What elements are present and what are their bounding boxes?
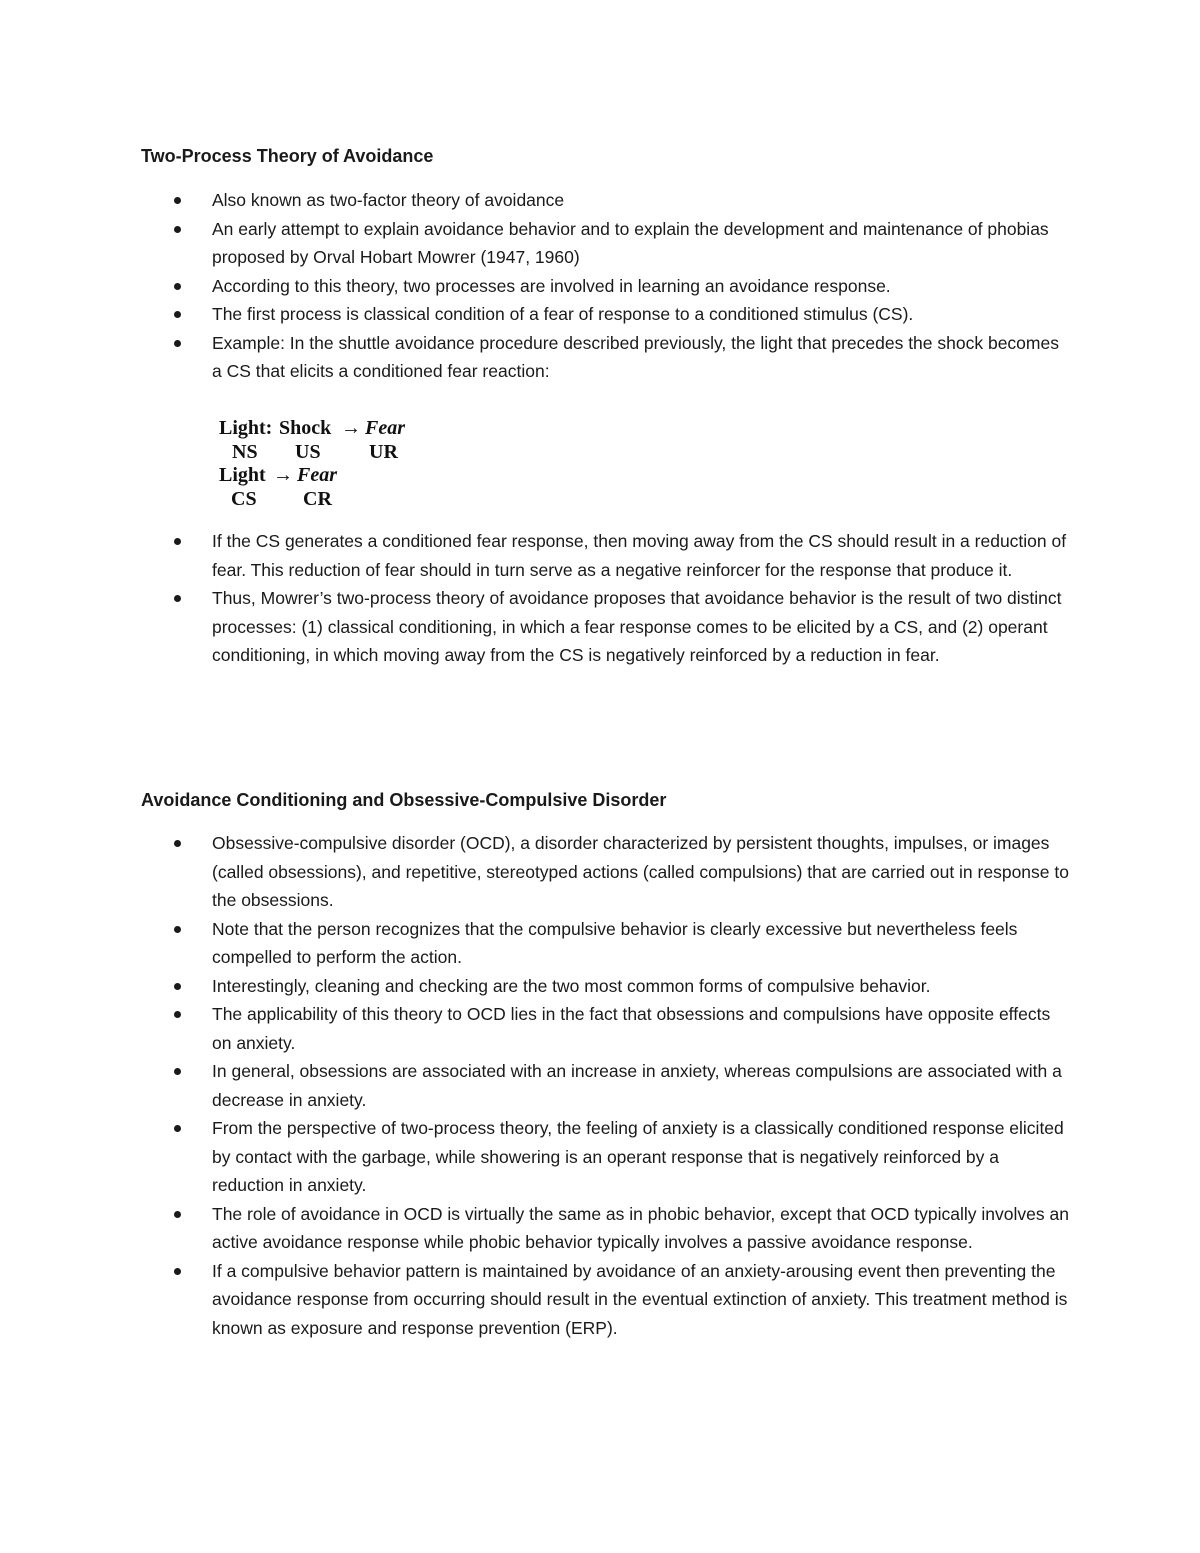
- list-item-text: According to this theory, two processes are involved in learning an avoidance response.: [212, 275, 891, 296]
- bullet-icon: [174, 226, 181, 233]
- bullet-icon: [174, 283, 181, 290]
- list-item: [171, 329, 1071, 386]
- list-item-text: Interestingly, cleaning and checking are the two most common forms of compulsive behavior.: [212, 975, 931, 996]
- diagram-us-label: US: [295, 441, 321, 463]
- list-item-text: The role of avoidance in OCD is virtually the same as in phobic behavior, except that OCD typically involves an active avoidance response while phobic behavior typically involves a passive avoidance response.: [212, 1203, 1069, 1252]
- bullet-icon: [174, 1068, 181, 1075]
- list-item: [171, 272, 1071, 301]
- list-item-text: Obsessive-compulsive disorder (OCD), a disorder characterized by persistent thoughts, impulses, or images (called obsessions), and repetitive, stereotyped actions (called compulsions) that are carried out in response to the obsessions.: [212, 833, 1069, 910]
- bullet-icon: [174, 840, 181, 847]
- list-item-text: Also known as two-factor theory of avoidance: [212, 190, 565, 210]
- list-item: [171, 915, 1071, 972]
- bullet-icon: [174, 197, 181, 204]
- section-heading-two-process-theory: Two-Process Theory of Avoidance: [141, 146, 434, 166]
- bullet-icon: [174, 983, 181, 990]
- bullet-icon: [174, 311, 181, 318]
- diagram-cs-label: CS: [231, 488, 257, 510]
- list-item: [171, 1257, 1071, 1343]
- list-item-text: An early attempt to explain avoidance behavior and to explain the development and maintenance of phobias proposed by Orval Hobart Mowrer (1947, 1960): [212, 218, 1049, 267]
- bullet-icon: [174, 1125, 181, 1132]
- diagram-cr-label: CR: [303, 488, 332, 510]
- list-item-text: Note that the person recognizes that the compulsive behavior is clearly excessive but nevertheless feels compelled to perform the action.: [212, 918, 1018, 967]
- diagram-fear-label: Fear: [297, 464, 337, 486]
- bullet-icon: [174, 595, 181, 602]
- diagram-ur-label: UR: [369, 441, 398, 463]
- list-item: [171, 1000, 1071, 1057]
- list-item-text: If the CS generates a conditioned fear response, then moving away from the CS should result in a reduction of fear. This reduction of fear should in turn serve as a negative reinforcer for the response that produce it.: [212, 531, 1067, 580]
- diagram-light-label: Light:: [219, 417, 273, 439]
- arrow-right-icon: →: [273, 464, 293, 486]
- section-heading-avoidance-ocd: Avoidance Conditioning and Obsessive-Compulsive Disorder: [141, 790, 667, 810]
- list-item: [171, 972, 1071, 1001]
- diagram-light-label: Light: [219, 464, 266, 486]
- conditioning-diagram: [219, 416, 419, 516]
- list-item: [171, 829, 1071, 915]
- list-item-text: Thus, Mowrer’s two-process theory of avoidance proposes that avoidance behavior is the result of two distinct processes: (1) classical conditioning, in which a fear response comes to be elicited by a CS, and (2) operant conditioning, in which moving away from the CS is negatively reinforced by a reduction in fear.: [212, 588, 1062, 665]
- bullet-list-two-process-continued: [171, 527, 1071, 670]
- list-item-text: Example: In the shuttle avoidance procedure described previously, the light that precedes the shock becomes a CS that elicits a conditioned fear reaction:: [212, 332, 1059, 381]
- bullet-icon: [174, 340, 181, 347]
- list-item: [171, 186, 1071, 215]
- list-item-text: In general, obsessions are associated with an increase in anxiety, whereas compulsions are associated with a decrease in anxiety.: [212, 1061, 1062, 1110]
- diagram-fear-label: Fear: [365, 417, 405, 439]
- list-item: [171, 215, 1071, 272]
- diagram-ns-label: NS: [232, 441, 258, 463]
- list-item: [171, 1057, 1071, 1114]
- list-item: [171, 527, 1071, 584]
- bullet-icon: [174, 538, 181, 545]
- list-item-text: The applicability of this theory to OCD lies in the fact that obsessions and compulsions have opposite effects on anxiety.: [212, 1004, 1051, 1053]
- arrow-right-icon: →: [341, 417, 361, 439]
- list-item: [171, 1200, 1071, 1257]
- list-item: [171, 584, 1071, 670]
- list-item-text: From the perspective of two-process theory, the feeling of anxiety is a classically conditioned response elicited by contact with the garbage, while showering is an operant response that is negatively reinforced by a reduction in anxiety.: [212, 1118, 1064, 1195]
- bullet-icon: [174, 926, 181, 933]
- bullet-list-two-process: [171, 186, 1071, 386]
- list-item: [171, 1114, 1071, 1200]
- list-item: [171, 300, 1071, 329]
- bullet-icon: [174, 1268, 181, 1275]
- bullet-icon: [174, 1211, 181, 1218]
- list-item-text: The first process is classical condition of a fear of response to a conditioned stimulus (CS).: [212, 304, 914, 324]
- list-item-text: If a compulsive behavior pattern is maintained by avoidance of an anxiety-arousing event then preventing the avoidance response from occurring should result in the eventual extinction of anxiety. This treatment method is known as exposure and response prevention (ERP).: [212, 1260, 1068, 1338]
- diagram-shock-label: Shock: [279, 417, 332, 439]
- bullet-list-avoidance-ocd: [171, 829, 1071, 1342]
- bullet-icon: [174, 1011, 181, 1018]
